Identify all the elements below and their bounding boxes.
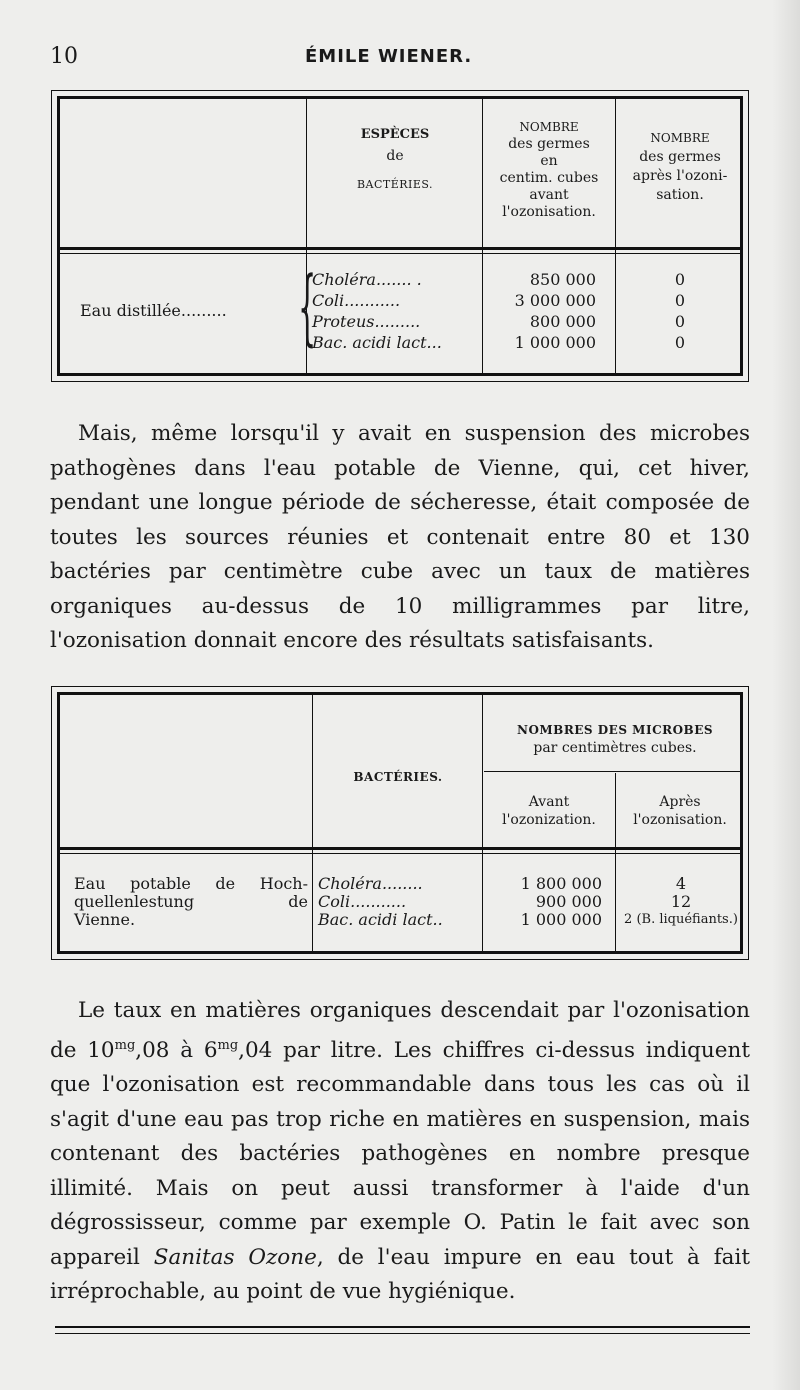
row-label-vienna: Eau potable de Hoch- quellenlestung de Vienne.: [74, 874, 308, 929]
table-distilled-water: [57, 96, 743, 376]
header-after-2: Après l'ozonisation.: [633, 794, 727, 828]
after-values-2: 4 12 2 (B. liquéfiants.): [624, 874, 738, 927]
species-list-2: Choléra........ Coli........... Bac. acidi lact..: [318, 874, 443, 929]
before-values-2: 1 800 000 900 000 1 000 000: [520, 874, 602, 929]
header-species: ESPÈCES de BACTÉRIES.: [356, 127, 434, 192]
header-after: NOMBRE des germes après l'ozoni- sation.: [632, 131, 728, 203]
after-values: 0 0 0 0: [674, 270, 686, 352]
page-number: 10: [50, 44, 78, 69]
footer-rule-top: [55, 1326, 750, 1328]
header-before: NOMBRE des germes en centim. cubes avant l'ozonisation.: [499, 120, 599, 220]
page-gutter-shadow: [772, 0, 800, 1390]
header-bacteria: BACTÉRIES.: [353, 770, 443, 784]
paragraph-2: Le taux en matières organiques descendait par l'ozonisation de $10^{mg},08$ à $6^{mg},04$ par litre. Les chiffres ci-dessus indiquent que l'ozonisation est recommandable dans tous les cas où il s'agit d'une eau pas trop riche en matières en suspension, mais contenant des bactéries pathogènes en nombre presque illimité. Mais on peut aussi transformer à l'aide d'un dégrossisseur, comme par exemple O. Patin le fait avec son appareil Sanitas Ozone, de l'eau impure en eau tout à fait irréprochable, au point de vue hygiénique.: [50, 998, 750, 1305]
header-before-2: Avant l'ozonization.: [502, 794, 596, 828]
before-values: 850 000 3 000 000 800 000 1 000 000: [514, 270, 596, 352]
header-group: NOMBRES DES MICROBES par centimètres cubes.: [516, 723, 714, 756]
brace: {: [298, 260, 317, 355]
table-vienna-water: [57, 692, 743, 954]
footer-rule-bottom: [55, 1333, 750, 1334]
running-title: ÉMILE WIENER.: [305, 46, 473, 67]
species-list: Choléra....... . Coli........... Proteus......... Bac. acidi lact...: [312, 270, 442, 352]
row-label-distilled: Eau distillée.........: [80, 301, 227, 320]
page-header: [50, 44, 750, 74]
paragraph-1: Mais, même lorsqu'il y avait en suspension des microbes pathogènes dans l'eau potable de Vienne, qui, cet hiver, pendant une longue période de sécheresse, était composée de toutes les sources réunies et contenait entre 80 et 130 bactéries par centimètre cube avec un taux de matières organiques au-dessus de 10 milligrammes par litre, l'ozonisation donnait encore des résultats satisfaisants.: [50, 421, 750, 653]
